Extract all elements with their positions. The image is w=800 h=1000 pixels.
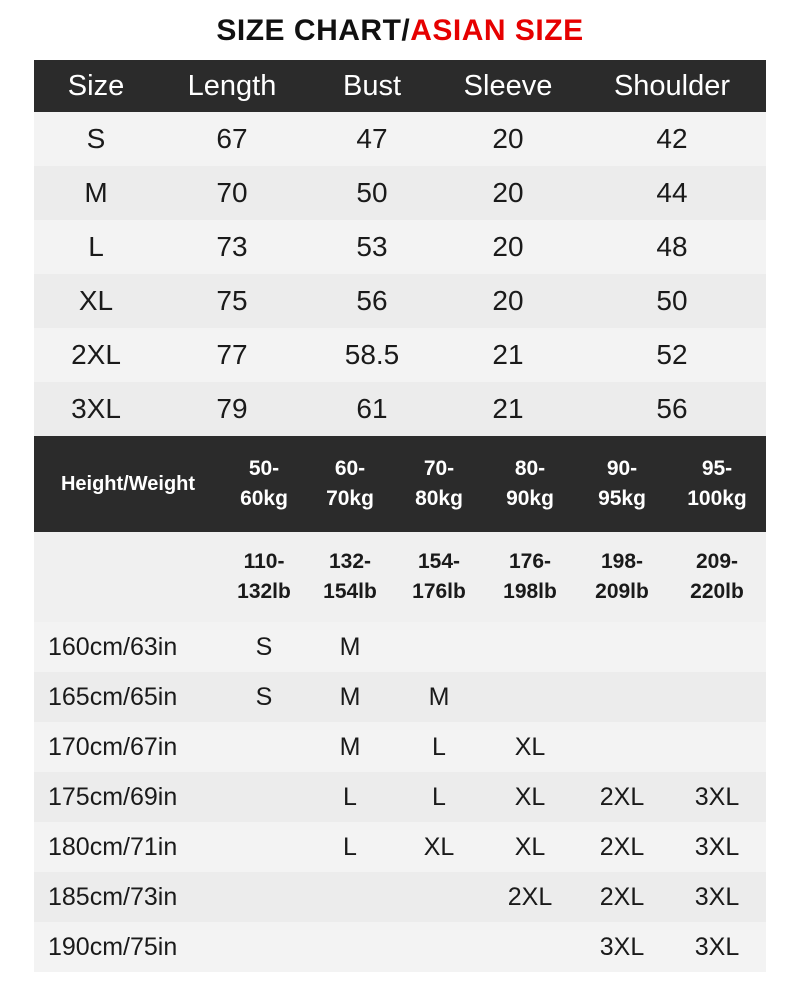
matrix-cell: L — [432, 732, 446, 761]
cell-sleeve: 20 — [438, 112, 578, 166]
kg-range-5-top: 90- — [606, 456, 638, 480]
lb-range-5 — [576, 532, 668, 622]
matrix-cell: 3XL — [694, 882, 740, 911]
matrix-cell: M — [428, 682, 450, 711]
header-shoulder: Shoulder — [578, 60, 766, 112]
kg-range-4 — [484, 436, 576, 532]
cell-sleeve: 20 — [438, 274, 578, 328]
cell-size: M — [34, 166, 158, 220]
title-main: SIZE CHART/ — [216, 14, 411, 47]
lb-range-5-top: 198- — [600, 549, 644, 573]
cell-shoulder: 44 — [578, 166, 766, 220]
lb-range-5-bottom: 209lb — [595, 580, 649, 603]
row-height-label: 185cm/73in — [48, 882, 178, 911]
matrix-cell: M — [339, 632, 361, 661]
matrix-cell: 2XL — [599, 882, 645, 911]
lb-range-3 — [394, 532, 484, 622]
lb-range-4 — [484, 532, 576, 622]
row-height-label: 170cm/67in — [48, 732, 178, 761]
matrix-cell: 3XL — [694, 782, 740, 811]
matrix-cell: 2XL — [599, 832, 645, 861]
kg-range-2-bottom: 70kg — [326, 487, 374, 510]
table-row — [34, 672, 766, 722]
lb-range-3-bottom: 176lb — [412, 580, 466, 603]
kg-range-4-top: 80- — [514, 456, 546, 480]
table-row — [34, 166, 766, 220]
matrix-cell: 3XL — [694, 932, 740, 961]
cell-shoulder: 42 — [578, 112, 766, 166]
cell-bust: 61 — [306, 382, 438, 436]
kg-range-4-bottom: 90kg — [506, 487, 554, 510]
matrix-cell: 3XL — [694, 832, 740, 861]
size-table-header-row — [34, 60, 766, 112]
kg-range-2-top: 60- — [334, 456, 366, 480]
row-height-label: 175cm/69in — [48, 782, 178, 811]
kg-range-6-bottom: 100kg — [687, 487, 747, 510]
row-height-label: 160cm/63in — [48, 632, 178, 661]
kg-range-1-top: 50- — [248, 456, 280, 480]
table-row — [34, 922, 766, 972]
table-row — [34, 112, 766, 166]
cell-bust: 58.5 — [306, 328, 438, 382]
table-row — [34, 772, 766, 822]
cell-size: 2XL — [34, 328, 158, 382]
kg-range-6-top: 95- — [701, 456, 733, 480]
matrix-cell: XL — [423, 832, 455, 861]
lb-row-spacer — [34, 532, 222, 622]
matrix-cell: 2XL — [507, 882, 553, 911]
cell-size: 3XL — [34, 382, 158, 436]
kg-range-3-bottom: 80kg — [415, 487, 463, 510]
cell-length: 77 — [158, 328, 306, 382]
matrix-cell: 2XL — [599, 782, 645, 811]
kg-range-3 — [394, 436, 484, 532]
lb-range-6-top: 209- — [695, 549, 739, 573]
matrix-cell: XL — [514, 832, 546, 861]
weight-kg-row — [34, 436, 766, 532]
kg-range-5-bottom: 95kg — [598, 487, 646, 510]
header-size: Size — [34, 60, 158, 112]
lb-range-1-top: 110- — [243, 549, 285, 573]
cell-sleeve: 21 — [438, 328, 578, 382]
cell-size: XL — [34, 274, 158, 328]
page-title — [0, 0, 800, 60]
cell-length: 70 — [158, 166, 306, 220]
kg-range-2 — [306, 436, 394, 532]
cell-length: 67 — [158, 112, 306, 166]
kg-range-1-bottom: 60kg — [240, 487, 288, 510]
table-row — [34, 328, 766, 382]
matrix-cell: XL — [514, 782, 546, 811]
lb-range-1-bottom: 132lb — [237, 580, 291, 603]
cell-bust: 56 — [306, 274, 438, 328]
kg-range-6 — [668, 436, 766, 532]
matrix-cell: M — [339, 732, 361, 761]
cell-size: L — [34, 220, 158, 274]
title-accent: ASIAN SIZE — [410, 14, 584, 47]
lb-range-4-top: 176- — [508, 549, 552, 573]
cell-sleeve: 20 — [438, 220, 578, 274]
cell-length: 79 — [158, 382, 306, 436]
cell-shoulder: 50 — [578, 274, 766, 328]
cell-bust: 47 — [306, 112, 438, 166]
row-height-label: 165cm/65in — [48, 682, 178, 711]
table-row — [34, 382, 766, 436]
matrix-cell: 3XL — [599, 932, 645, 961]
table-row — [34, 274, 766, 328]
cell-length: 73 — [158, 220, 306, 274]
matrix-cell: M — [339, 682, 361, 711]
cell-sleeve: 20 — [438, 166, 578, 220]
weight-lb-row — [34, 532, 766, 622]
cell-length: 75 — [158, 274, 306, 328]
table-row — [34, 822, 766, 872]
lb-range-2-top: 132- — [328, 549, 372, 573]
matrix-cell: L — [432, 782, 446, 811]
cell-shoulder: 52 — [578, 328, 766, 382]
table-row — [34, 220, 766, 274]
size-table — [34, 60, 766, 436]
cell-shoulder: 48 — [578, 220, 766, 274]
height-weight-label: Height/Weight — [60, 472, 196, 495]
lb-range-2 — [306, 532, 394, 622]
lb-range-4-bottom: 198lb — [503, 580, 557, 603]
cell-bust: 53 — [306, 220, 438, 274]
kg-range-5 — [576, 436, 668, 532]
matrix-cell: XL — [514, 732, 546, 761]
header-bust: Bust — [306, 60, 438, 112]
table-row — [34, 722, 766, 772]
matrix-cell: L — [343, 782, 357, 811]
lb-range-6 — [668, 532, 766, 622]
cell-shoulder: 56 — [578, 382, 766, 436]
matrix-cell: S — [255, 632, 273, 661]
size-recommendation-matrix — [34, 622, 766, 972]
matrix-cell: L — [343, 832, 357, 861]
kg-range-3-top: 70- — [423, 456, 455, 480]
row-height-label: 190cm/75in — [48, 932, 178, 961]
lb-range-2-bottom: 154lb — [323, 580, 377, 603]
cell-sleeve: 21 — [438, 382, 578, 436]
row-height-label: 180cm/71in — [48, 832, 178, 861]
header-length: Length — [158, 60, 306, 112]
cell-size: S — [34, 112, 158, 166]
cell-bust: 50 — [306, 166, 438, 220]
table-row — [34, 872, 766, 922]
kg-range-1 — [222, 436, 306, 532]
lb-range-3-top: 154- — [417, 549, 461, 573]
table-row — [34, 622, 766, 672]
matrix-cell: S — [255, 682, 273, 711]
weight-block — [34, 436, 766, 622]
lb-range-6-bottom: 220lb — [690, 580, 744, 603]
lb-range-1 — [222, 532, 306, 622]
header-sleeve: Sleeve — [438, 60, 578, 112]
